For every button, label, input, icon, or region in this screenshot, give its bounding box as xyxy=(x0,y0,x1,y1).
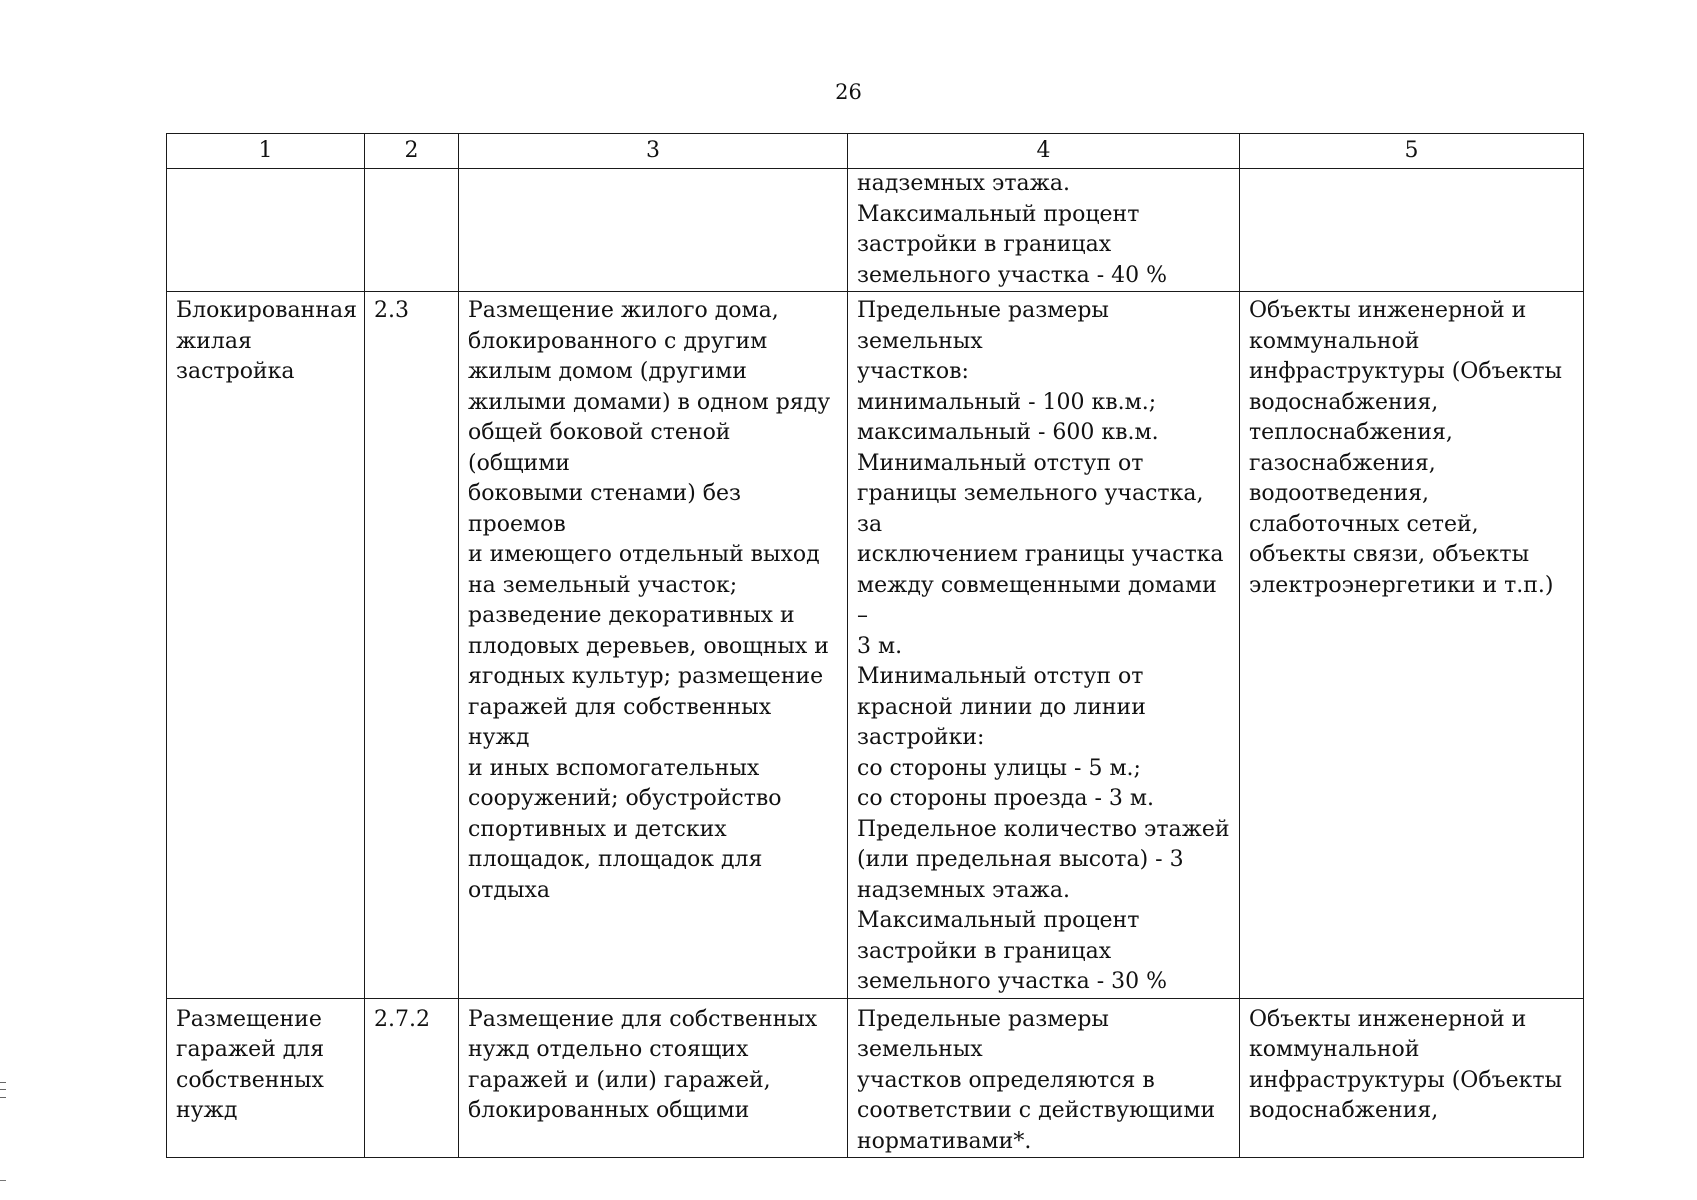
table-header-row xyxy=(167,134,1584,169)
column-header-3: 3 xyxy=(459,134,848,169)
page-number: 26 xyxy=(835,80,862,104)
scan-margin-mark xyxy=(0,1082,6,1098)
cell-description: Размещение жилого дома, блокированного с другим жилым домом (другими жилыми домами) в одном ряду общей боковой стеной (общими боковыми стенами) без проемов и имеющего отдельный выход на земельный участок; разведение декоративных и плодовых деревьев, овощных и ягодных культур; размещение гаражей для собственных нужд и иных вспомогательных сооружений; обустройство спортивных и детских площадок, площадок для отдыха xyxy=(459,292,848,999)
column-header-1: 1 xyxy=(167,134,365,169)
column-header-5: 5 xyxy=(1240,134,1584,169)
cell-code: 2.3 xyxy=(365,292,459,999)
table-row-garages xyxy=(167,998,1584,1158)
table-row-continued xyxy=(167,169,1584,292)
cell-description xyxy=(459,169,848,292)
cell-auxiliary: Объекты инженерной и коммунальной инфраструктуры (Объекты водоснабжения, теплоснабжения, газоснабжения, водоотведения, слаботочных сетей, объекты связи, объекты электроэнергетики и т.п.) xyxy=(1240,292,1584,999)
column-header-2: 2 xyxy=(365,134,459,169)
cell-description: Размещение для собственных нужд отдельно стоящих гаражей и (или) гаражей, блокированных общими xyxy=(459,998,848,1158)
cell-parameters: надземных этажа. Максимальный процент застройки в границах земельного участка - 40 % xyxy=(848,169,1240,292)
table-row-blocked-housing xyxy=(167,292,1584,999)
cell-use-type: Блокированная жилая застройка xyxy=(167,292,365,999)
cell-use-type: Размещение гаражей для собственных нужд xyxy=(167,998,365,1158)
cell-auxiliary xyxy=(1240,169,1584,292)
zoning-regulations-table xyxy=(166,133,1584,1158)
cell-auxiliary: Объекты инженерной и коммунальной инфраструктуры (Объекты водоснабжения, xyxy=(1240,998,1584,1158)
cell-use-type xyxy=(167,169,365,292)
cell-code: 2.7.2 xyxy=(365,998,459,1158)
cell-parameters: Предельные размеры земельных участков: минимальный - 100 кв.м.; максимальный - 600 кв.м. Минимальный отступ от границы земельного участка, за исключением границы участка между совмещенными домами – 3 м. Минимальный отступ от красной линии до линии застройки: со стороны улицы - 5 м.; со стороны проезда - 3 м. Предельное количество этажей (или предельная высота) - 3 надземных этажа. Максимальный процент застройки в границах земельного участка - 30 % xyxy=(848,292,1240,999)
cell-code xyxy=(365,169,459,292)
column-header-4: 4 xyxy=(848,134,1240,169)
scan-margin-tick xyxy=(0,1180,6,1181)
cell-parameters: Предельные размеры земельных участков определяются в соответствии с действующими нормативами*. xyxy=(848,998,1240,1158)
